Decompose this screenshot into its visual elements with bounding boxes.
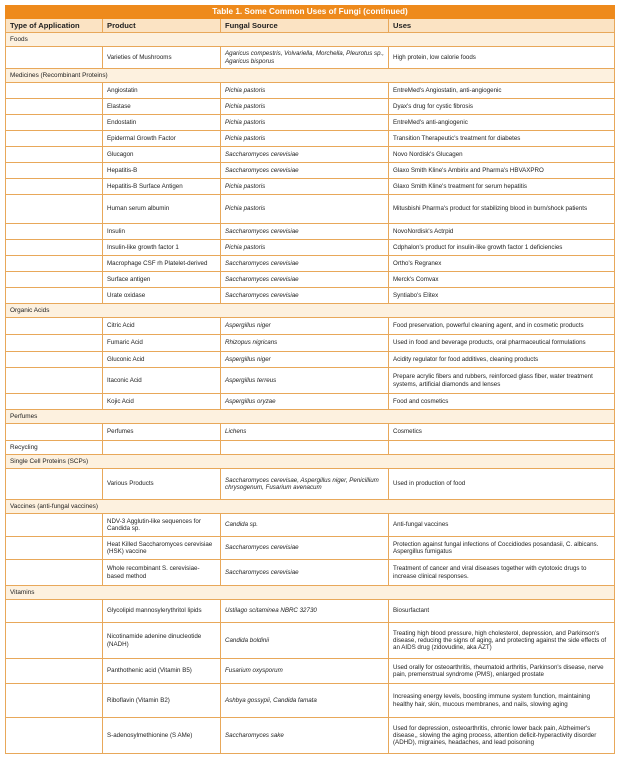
fungi-uses-table — [5, 5, 615, 754]
fungal-source-cell: Aspergillus niger — [221, 352, 389, 368]
product-cell: Hepatitis-B Surface Antigen — [103, 179, 221, 195]
type-cell — [6, 288, 103, 304]
type-cell — [6, 224, 103, 240]
category-label: Vaccines (anti-fungal vaccines) — [6, 500, 615, 514]
category-row-recycling — [6, 441, 615, 455]
uses-cell: High protein, low calorie foods — [389, 47, 615, 69]
type-cell — [6, 272, 103, 288]
empty-cell — [389, 441, 615, 455]
uses-cell: Anti-fungal vaccines — [389, 514, 615, 537]
fungal-source-cell: Aspergillus niger — [221, 318, 389, 335]
table-row — [6, 224, 615, 240]
product-cell: Insulin — [103, 224, 221, 240]
category-row-organic-acids — [6, 304, 615, 318]
table-row — [6, 352, 615, 368]
table-row — [6, 147, 615, 163]
category-label: Vitamins — [6, 586, 615, 600]
uses-cell: Ortho's Regranex — [389, 256, 615, 272]
type-cell — [6, 147, 103, 163]
product-cell: Hepatitis-B — [103, 163, 221, 179]
product-cell: Human serum albumin — [103, 195, 221, 224]
type-cell — [6, 659, 103, 684]
type-cell — [6, 163, 103, 179]
product-cell: Endostatin — [103, 115, 221, 131]
table-row — [6, 47, 615, 69]
product-cell: Insulin-like growth factor 1 — [103, 240, 221, 256]
category-row-single-cell-proteins-scps — [6, 455, 615, 469]
product-cell: Fumaric Acid — [103, 335, 221, 352]
type-cell — [6, 537, 103, 560]
table-row — [6, 335, 615, 352]
fungal-source-cell: Candida boldinii — [221, 623, 389, 659]
category-row-vaccines-anti-fungal-vaccines — [6, 500, 615, 514]
uses-cell: Merck's Comvax — [389, 272, 615, 288]
fungal-source-cell: Candida sp. — [221, 514, 389, 537]
header-fungal-source: Fungal Source — [221, 19, 389, 33]
fungal-source-cell: Ustilago scitaminea NBRC 32730 — [221, 600, 389, 623]
table-title-row — [6, 6, 615, 19]
uses-cell: Cosmetics — [389, 424, 615, 441]
table-row — [6, 718, 615, 754]
uses-cell: Glaxo Smith Kline's treatment for serum hepatitis — [389, 179, 615, 195]
fungal-source-cell: Rhizopus nigricans — [221, 335, 389, 352]
type-cell — [6, 684, 103, 718]
uses-cell: Protection against fungal infections of Coccidiodes posandasii, C. albicans. Aspergillus fumigatus — [389, 537, 615, 560]
type-cell — [6, 352, 103, 368]
product-cell: Elastase — [103, 99, 221, 115]
fungal-source-cell: Saccharomyces cerevisiae — [221, 288, 389, 304]
type-cell — [6, 195, 103, 224]
table-row — [6, 600, 615, 623]
category-label: Single Cell Proteins (SCPs) — [6, 455, 615, 469]
uses-cell: Increasing energy levels, boosting immune system function, maintaining healthy hair, skin, mucous membranes, and nails, slowing aging — [389, 684, 615, 718]
product-cell: Macrophage CSF rh Platelet-derived — [103, 256, 221, 272]
table-row — [6, 514, 615, 537]
fungal-source-cell: Agaricus compestris, Volvariella, Morchella, Pleurotus sp., Agaricus bisporus — [221, 47, 389, 69]
uses-cell: Dyax's drug for cystic fibrosis — [389, 99, 615, 115]
type-cell — [6, 718, 103, 754]
product-cell: Panthothenic acid (Vitamin B5) — [103, 659, 221, 684]
type-cell — [6, 469, 103, 500]
uses-cell: EntreMed's Angiostatin, anti-angiogenic — [389, 83, 615, 99]
table-row — [6, 469, 615, 500]
uses-cell: Used in production of food — [389, 469, 615, 500]
category-label: Organic Acids — [6, 304, 615, 318]
uses-cell: Biosurfactant — [389, 600, 615, 623]
table-row — [6, 424, 615, 441]
fungal-source-cell: Saccharomyces cerevisiae — [221, 560, 389, 586]
table-row — [6, 99, 615, 115]
fungal-source-cell: Lichens — [221, 424, 389, 441]
uses-cell: Cdphalon's product for insulin-like growth factor 1 deficiencies — [389, 240, 615, 256]
type-cell — [6, 424, 103, 441]
fungal-source-cell: Fusarium oxysporum — [221, 659, 389, 684]
type-cell — [6, 560, 103, 586]
table-row — [6, 537, 615, 560]
table-row — [6, 623, 615, 659]
uses-cell: NovoNordisk's Actrpid — [389, 224, 615, 240]
fungal-source-cell: Aspergillus terreus — [221, 368, 389, 394]
category-label: Foods — [6, 33, 615, 47]
fungal-source-cell: Saccharomyces cerevisae, Aspergillus niger, Penicillium chrysogenum, Fusarium avenacum — [221, 469, 389, 500]
fungal-source-cell: Pichia pastoris — [221, 83, 389, 99]
product-cell: Surface antigen — [103, 272, 221, 288]
product-cell: Itaconic Acid — [103, 368, 221, 394]
uses-cell: Glaxo Smith Kline's Ambirix and Pharma's HBVAXPRO — [389, 163, 615, 179]
type-cell — [6, 179, 103, 195]
header-type-of-application: Type of Application — [6, 19, 103, 33]
product-cell: Epidermal Growth Factor — [103, 131, 221, 147]
type-cell — [6, 240, 103, 256]
table-row — [6, 115, 615, 131]
product-cell: Varieties of Mushrooms — [103, 47, 221, 69]
category-row-vitamins — [6, 586, 615, 600]
type-cell — [6, 318, 103, 335]
uses-cell: Used for depression, osteoarthritis, chronic lower back pain, Alzheimer's disease,, slowing the aging process, attention deficit-hyperactivity disorder (ADHD), migraines, headaches, and lead poisoning — [389, 718, 615, 754]
table-row — [6, 131, 615, 147]
product-cell: Nicotinamide adenine dinucleotide (NADH) — [103, 623, 221, 659]
product-cell: Kojic Acid — [103, 394, 221, 410]
product-cell: NDV-3 Agglutin-like sequences for Candida sp. — [103, 514, 221, 537]
fungal-source-cell: Saccharomyces cerevisiae — [221, 147, 389, 163]
uses-cell: Used in food and beverage products, oral pharmaceutical formulations — [389, 335, 615, 352]
fungal-source-cell: Pichia pastoris — [221, 240, 389, 256]
uses-cell: Food and cosmetics — [389, 394, 615, 410]
uses-cell: Acidity regulator for food additives, cleaning products — [389, 352, 615, 368]
fungal-source-cell: Pichia pastoris — [221, 179, 389, 195]
uses-cell: Mitusbishi Pharma's product for stabilizing blood in burn/shock patients — [389, 195, 615, 224]
category-row-medicines-recombinant-proteins — [6, 69, 615, 83]
table-row — [6, 659, 615, 684]
fungal-source-cell: Pichia pastoris — [221, 131, 389, 147]
table-row — [6, 272, 615, 288]
type-cell — [6, 623, 103, 659]
fungal-source-cell: Saccharomyces cerevisiae — [221, 537, 389, 560]
type-cell — [6, 256, 103, 272]
uses-cell: Treating high blood pressure, high cholesterol, depression, and Parkinson's disease, reducing the signs of aging, and protecting against the side effects of an AIDS drug (zidovudine, aka AZT) — [389, 623, 615, 659]
product-cell: Perfumes — [103, 424, 221, 441]
fungal-source-cell: Pichia pastoris — [221, 99, 389, 115]
uses-cell: Used orally for osteoarthritis, rheumatoid arthritis, Parkinson's disease, nerve pain, premenstrual syndrome (PMS), enlarged prostate — [389, 659, 615, 684]
product-cell: Whole recombinant S. cerevisiae-based method — [103, 560, 221, 586]
product-cell: Angiostatin — [103, 83, 221, 99]
product-cell: Glucagon — [103, 147, 221, 163]
table-row — [6, 684, 615, 718]
category-label: Recycling — [6, 441, 103, 455]
fungi-uses-table-container — [5, 5, 614, 754]
product-cell: Heat Killed Saccharomyces cerevisiae (HSK) vaccine — [103, 537, 221, 560]
type-cell — [6, 600, 103, 623]
type-cell — [6, 83, 103, 99]
table-row — [6, 83, 615, 99]
type-cell — [6, 514, 103, 537]
fungal-source-cell: Pichia pastoris — [221, 115, 389, 131]
type-cell — [6, 115, 103, 131]
product-cell: Various Products — [103, 469, 221, 500]
category-row-foods — [6, 33, 615, 47]
uses-cell: EntreMed's anti-angiogenic — [389, 115, 615, 131]
table-row — [6, 240, 615, 256]
fungal-source-cell: Aspergillus oryzae — [221, 394, 389, 410]
table-row — [6, 195, 615, 224]
type-cell — [6, 394, 103, 410]
product-cell: Gluconic Acid — [103, 352, 221, 368]
table-row — [6, 288, 615, 304]
table-row — [6, 394, 615, 410]
uses-cell: Prepare acrylic fibers and rubbers, reinforced glass fiber, water treatment systems, artificial diamonds and lenses — [389, 368, 615, 394]
type-cell — [6, 47, 103, 69]
product-cell: Urate oxidase — [103, 288, 221, 304]
fungal-source-cell: Saccharomyces cerevisiae — [221, 224, 389, 240]
category-row-perfumes — [6, 410, 615, 424]
uses-cell: Novo Nordisk's Glucagen — [389, 147, 615, 163]
fungal-source-cell: Saccharomyces sake — [221, 718, 389, 754]
type-cell — [6, 368, 103, 394]
type-cell — [6, 131, 103, 147]
table-header-row — [6, 19, 615, 33]
table-row — [6, 179, 615, 195]
category-label: Perfumes — [6, 410, 615, 424]
uses-cell: Transition Therapeutic's treatment for diabetes — [389, 131, 615, 147]
uses-cell: Treatment of cancer and viral diseases together with cytotoxic drugs to increase clinical responses. — [389, 560, 615, 586]
empty-cell — [103, 441, 221, 455]
product-cell: Riboflavin (Vitamin B2) — [103, 684, 221, 718]
type-cell — [6, 99, 103, 115]
fungal-source-cell: Pichia pastoris — [221, 195, 389, 224]
header-uses: Uses — [389, 19, 615, 33]
type-cell — [6, 335, 103, 352]
table-row — [6, 163, 615, 179]
table-row — [6, 368, 615, 394]
fungal-source-cell: Saccharomyces cerevisiae — [221, 163, 389, 179]
table-body — [6, 33, 615, 754]
product-cell: Glycolipid mannosylerythritol lipids — [103, 600, 221, 623]
product-cell: Citric Acid — [103, 318, 221, 335]
category-label: Medicines (Recombinant Proteins) — [6, 69, 615, 83]
table-row — [6, 318, 615, 335]
fungal-source-cell: Saccharomyces cerevisiae — [221, 272, 389, 288]
fungal-source-cell: Ashbya gossypii, Candida famata — [221, 684, 389, 718]
table-row — [6, 256, 615, 272]
table-row — [6, 560, 615, 586]
table-title: Table 1. Some Common Uses of Fungi (continued) — [6, 6, 615, 19]
empty-cell — [221, 441, 389, 455]
uses-cell: Syntiabo's Elitex — [389, 288, 615, 304]
header-product: Product — [103, 19, 221, 33]
uses-cell: Food preservation, powerful cleaning agent, and in cosmetic products — [389, 318, 615, 335]
product-cell: S-adenosylmethionine (S AMe) — [103, 718, 221, 754]
fungal-source-cell: Saccharomyces cerevisiae — [221, 256, 389, 272]
